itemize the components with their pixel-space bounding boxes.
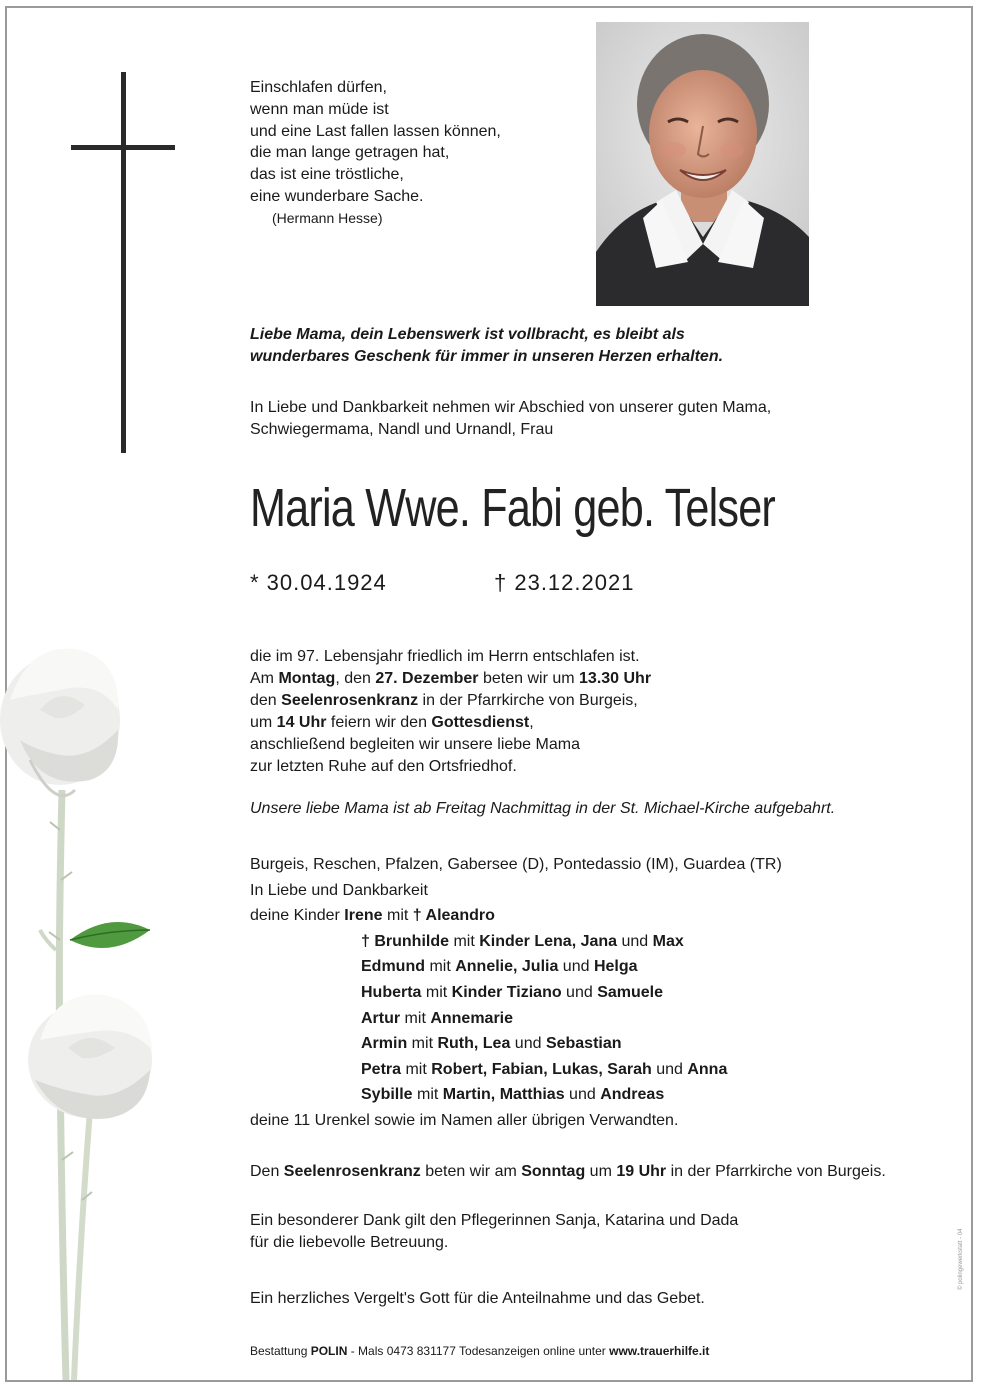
dedication-line: wunderbares Geschenk für immer in unseren Herzen erhalten. bbox=[250, 348, 724, 365]
family-row bbox=[250, 980, 782, 1006]
service-line: die im 97. Lebensjahr friedlich im Herrn entschlafen ist. bbox=[250, 648, 640, 665]
side-watermark: © polingewerkstatt - 04 bbox=[958, 1228, 964, 1290]
family-greeting: In Liebe und Dankbarkeit bbox=[250, 881, 428, 899]
family-member-name: † Aleandro bbox=[412, 907, 495, 925]
family-member-name: Sebastian bbox=[545, 1035, 622, 1053]
family-member-name: Armin bbox=[361, 1035, 408, 1053]
family-member-name: Ruth, Lea bbox=[437, 1035, 511, 1053]
vergelt-note: Ein herzliches Vergelt's Gott für die Anteilnahme und das Gebet. bbox=[250, 1290, 705, 1307]
family-member-name: Robert, Fabian, Lukas, Sarah bbox=[431, 1060, 652, 1078]
cross-icon-horizontal bbox=[71, 145, 175, 150]
family-member-name: Edmund bbox=[361, 958, 425, 976]
family-member-name: Huberta bbox=[361, 983, 422, 1001]
poem-line: wenn man müde ist bbox=[250, 100, 389, 118]
family-connector: und bbox=[561, 983, 598, 1001]
intro-dedication bbox=[250, 324, 723, 368]
family-connector: mit bbox=[382, 907, 413, 925]
family-member-name: Petra bbox=[361, 1060, 402, 1078]
rosenkranz-note: Den Seelenrosenkranz beten wir am Sonntag um 19 Uhr in der Pfarrkirche von Burgeis. bbox=[250, 1163, 886, 1180]
family-row bbox=[250, 929, 782, 955]
family-member-name: Max bbox=[652, 932, 684, 950]
family-connector: mit bbox=[407, 1035, 438, 1053]
white-roses-decoration bbox=[0, 640, 180, 1380]
family-member-name: Anna bbox=[687, 1060, 728, 1078]
poem-line: das ist eine tröstliche, bbox=[250, 166, 404, 184]
family-connector: und bbox=[564, 1086, 601, 1104]
family-member-name: Helga bbox=[593, 958, 638, 976]
death-date: † 23.12.2021 bbox=[494, 570, 635, 595]
portrait-image bbox=[596, 22, 809, 306]
family-row bbox=[250, 1057, 782, 1083]
poem-line: Einschlafen dürfen, bbox=[250, 79, 387, 96]
poem bbox=[250, 77, 501, 230]
service-line: um 14 Uhr feiern wir den Gottesdienst, bbox=[250, 714, 534, 731]
family-row bbox=[250, 1006, 782, 1032]
footer: Bestattung POLIN - Mals 0473 831177 Todesanzeigen online unter www.trauerhilfe.it bbox=[250, 1344, 710, 1358]
deceased-name: Maria Wwe. Fabi geb. Telser bbox=[250, 478, 776, 538]
family-connector: mit bbox=[400, 1009, 431, 1027]
family-row bbox=[250, 954, 782, 980]
thanks-note bbox=[250, 1210, 738, 1254]
life-dates bbox=[250, 568, 635, 598]
poem-line: eine wunderbare Sache. bbox=[250, 187, 424, 205]
family-connector: mit bbox=[412, 1086, 443, 1104]
intro-text bbox=[250, 397, 771, 441]
family-member-name: Andreas bbox=[600, 1086, 665, 1104]
cross-icon-vertical bbox=[121, 72, 126, 453]
family-connector: und bbox=[651, 1060, 688, 1078]
family-connector: mit bbox=[449, 932, 480, 950]
family-member-name: Martin, Matthias bbox=[442, 1086, 565, 1104]
family-member-name: Irene bbox=[344, 907, 383, 925]
birth-date: * 30.04.1924 bbox=[250, 570, 387, 595]
family-row: deine Kinder Irene mit † Aleandro bbox=[250, 907, 495, 925]
family-row bbox=[250, 1031, 782, 1057]
family-connector: und bbox=[617, 932, 653, 950]
portrait-photo bbox=[596, 22, 809, 306]
family-member-name: Samuele bbox=[597, 983, 664, 1001]
rose-icon bbox=[28, 995, 152, 1119]
family-member-name: Kinder Tiziano bbox=[451, 983, 562, 1001]
family-list bbox=[250, 852, 782, 1134]
service-info bbox=[250, 646, 651, 778]
family-connector: und bbox=[510, 1035, 546, 1053]
family-row bbox=[250, 1082, 782, 1108]
family-member-name: † Brunhilde bbox=[361, 932, 450, 950]
family-connector: mit bbox=[401, 1060, 432, 1078]
service-line: den Seelenrosenkranz in der Pfarrkirche von Burgeis, bbox=[250, 692, 638, 709]
family-member-name: Artur bbox=[361, 1009, 401, 1027]
family-member-name: Annemarie bbox=[430, 1009, 514, 1027]
service-line: zur letzten Ruhe auf den Ortsfriedhof. bbox=[250, 758, 517, 775]
poem-author: (Hermann Hesse) bbox=[272, 209, 383, 226]
family-connector: mit bbox=[421, 983, 452, 1001]
family-urenkel: deine 11 Urenkel sowie im Namen aller übrigen Verwandten. bbox=[250, 1111, 679, 1129]
intro-line: In Liebe und Dankbarkeit nehmen wir Abschied von unserer guten Mama, bbox=[250, 399, 772, 416]
family-member-name: Annelie, Julia bbox=[455, 958, 559, 976]
family-connector: mit bbox=[425, 958, 456, 976]
family-connector: und bbox=[558, 958, 594, 976]
family-member-name: Kinder Lena, Jana bbox=[479, 932, 618, 950]
service-line: anschließend begleiten wir unsere liebe Mama bbox=[250, 736, 580, 753]
poem-line: und eine Last fallen lassen können, bbox=[250, 122, 501, 140]
footer-website-link[interactable]: www.trauerhilfe.it bbox=[609, 1344, 710, 1358]
rose-icon bbox=[0, 649, 120, 796]
dedication-line: Liebe Mama, dein Lebenswerk ist vollbracht, es bleibt als bbox=[250, 326, 685, 343]
poem-line: die man lange getragen hat, bbox=[250, 144, 450, 162]
family-member-name: Sybille bbox=[361, 1086, 413, 1104]
family-places: Burgeis, Reschen, Pfalzen, Gabersee (D), Pontedassio (IM), Guardea (TR) bbox=[250, 856, 782, 873]
thanks-line: für die liebevolle Betreuung. bbox=[250, 1234, 449, 1251]
service-line: Am Montag, den 27. Dezember beten wir um 13.30 Uhr bbox=[250, 670, 652, 687]
aufbahrung-note: Unsere liebe Mama ist ab Freitag Nachmittag in der St. Michael-Kirche aufgebahrt. bbox=[250, 800, 836, 817]
thanks-line: Ein besonderer Dank gilt den Pflegerinnen Sanja, Katarina und Dada bbox=[250, 1212, 739, 1229]
intro-line: Schwiegermama, Nandl und Urnandl, Frau bbox=[250, 421, 554, 438]
